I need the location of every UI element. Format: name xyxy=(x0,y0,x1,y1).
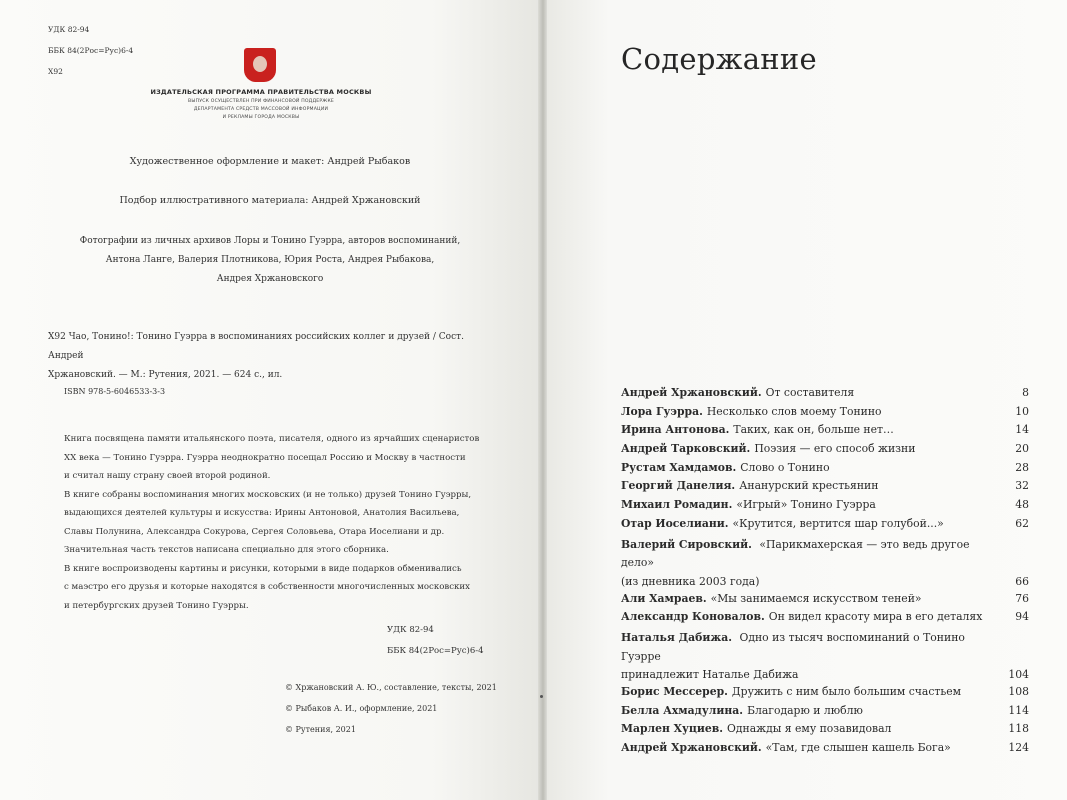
toc-author: Марлен Хуциев. xyxy=(621,722,724,736)
bibliographic-record: Х92 Чао, Тонино!: Тонино Гуэрра в воспоминаниях российских коллег и друзей / Сост. Андрей Хржановский. — М.: Рутения, 2021. — 624 с., ил. xyxy=(48,332,464,380)
toc-page: 10 xyxy=(1015,404,1029,418)
toc-author: Андрей Тарковский. xyxy=(621,442,751,456)
toc-title: Ананурский крестьянин xyxy=(739,479,879,493)
toc-entry[interactable] xyxy=(621,479,1031,498)
toc-author: Михаил Ромадин. xyxy=(621,498,733,512)
toc-title: «Парикмахерская — это ведь другое дело» xyxy=(621,537,970,570)
toc-title: «Там, где слышен кашель Бога» xyxy=(765,741,951,755)
toc-entry[interactable] xyxy=(621,592,1031,611)
toc-page: 124 xyxy=(1008,741,1029,755)
toc-title: От составителя xyxy=(765,386,855,399)
author-mark: Х92 xyxy=(48,67,63,76)
toc-entry[interactable] xyxy=(621,704,1031,723)
toc-page: 14 xyxy=(1015,423,1029,437)
moscow-emblem-icon xyxy=(244,48,276,82)
toc-author: Андрей Хржановский. xyxy=(621,386,762,399)
toc-author: Андрей Хржановский. xyxy=(621,741,762,755)
toc-entry[interactable] xyxy=(621,722,1031,741)
toc-title-continued: принадлежит Наталье Дабижа xyxy=(621,668,799,682)
toc-author: Али Хамраев. xyxy=(621,591,707,605)
udk-code: УДК 82-94 xyxy=(48,25,90,34)
annotation: Книга посвящена памяти итальянского поэта, писателя, одного из ярчайших сценаристов XX века — Тонино Гуэрра. Гуэрра неоднократно посещал Россию и Москву в частности и считал нашу страну своей второй родиной. В книге собраны воспоминания многих московских (и не только) друзей Тонино Гуэрры, выдающихся деятелей культуры и искусства: Ирины Антоновой, Анатолия Васильева, Славы Полунина, Александра Сокурова, Сергея Соловьева, Отара Иоселиани и др. Значительная часть текстов написана специально для этого сборника. В книге воспроизводены картины и рисунки, которыми в виде подарков обменивались с маэстро его друзья и которые находятся в собственности многочисленных московских и петербургских друзей Тонино Гуэрры. xyxy=(64,434,480,611)
toc-entry[interactable] xyxy=(621,629,1031,685)
toc-author: Белла Ахмадулина. xyxy=(621,703,744,717)
toc-title-continued: (из дневника 2003 года) xyxy=(621,574,760,588)
toc-page: 66 xyxy=(1015,574,1029,588)
toc-title: Он видел красоту мира в его деталях xyxy=(768,610,983,624)
toc-entry[interactable] xyxy=(621,498,1031,517)
page-title: Содержание xyxy=(621,42,818,76)
toc-title: Благодарю и люблю xyxy=(747,703,863,717)
toc-entry[interactable] xyxy=(621,386,1031,405)
toc-title: Однажды я ему позавидовал xyxy=(727,722,892,736)
toc-title: Дружить с ним было большим счастьем xyxy=(731,685,962,699)
toc-author: Ирина Антонова. xyxy=(621,423,730,437)
illustration-credit: Подбор иллюстративного материала: Андрей Хржановский xyxy=(119,195,421,206)
toc-title: Несколько слов моему Тонино xyxy=(706,404,882,418)
toc-entry[interactable] xyxy=(621,517,1031,536)
toc-entry[interactable] xyxy=(621,685,1031,704)
toc-author: Отар Иоселиани. xyxy=(621,516,729,530)
program-subtitle: ВЫПУСК ОСУЩЕСТВЛЕН ПРИ ФИНАНСОВОЙ ПОДДЕРЖКЕ ДЕПАРТАМЕНТА СРЕДСТВ МАССОВОЙ ИНФОРМАЦИИ И РЕКЛАМЫ ГОРОДА МОСКВЫ xyxy=(187,99,335,120)
classification-codes xyxy=(48,19,133,82)
table-of-contents xyxy=(621,386,1031,760)
toc-entry[interactable] xyxy=(621,610,1031,629)
speck xyxy=(540,695,543,698)
photo-credits: Фотографии из личных архивов Лоры и Тонино Гуэрра, авторов воспоминаний, Антона Ланге, Валерия Плотникова, Юрия Роста, Андрея Рыбакова, Андрея Хржановского xyxy=(79,236,461,284)
program-title: ИЗДАТЕЛЬСКАЯ ПРОГРАММА ПРАВИТЕЛЬСТВА МОСКВЫ xyxy=(150,88,372,96)
toc-entry[interactable] xyxy=(621,536,1031,592)
toc-page: 62 xyxy=(1015,516,1029,530)
design-credit: Художественное оформление и макет: Андрей Рыбаков xyxy=(129,156,411,167)
toc-page: 32 xyxy=(1015,479,1029,493)
toc-page: 8 xyxy=(1022,386,1029,399)
toc-entry[interactable] xyxy=(621,741,1031,760)
toc-page: 76 xyxy=(1015,591,1029,605)
toc-page: 48 xyxy=(1015,498,1029,512)
toc-author: Борис Мессерер. xyxy=(621,685,728,699)
toc-author: Александр Коновалов. xyxy=(621,610,765,624)
toc-title: Поэзия — его способ жизни xyxy=(754,442,916,456)
toc-page: 20 xyxy=(1015,442,1029,456)
toc-author: Рустам Хамдамов. xyxy=(621,460,737,474)
toc-page: 114 xyxy=(1008,703,1029,717)
toc-entry[interactable] xyxy=(621,405,1031,424)
toc-page: 94 xyxy=(1015,610,1029,624)
toc-author: Георгий Данелия. xyxy=(621,479,736,493)
toc-author: Лора Гуэрра. xyxy=(621,404,703,418)
bbk-code: ББК 84(2Рос=Рус)6-4 xyxy=(48,46,134,55)
classification-codes-bottom: УДК 82-94 ББК 84(2Рос=Рус)6-4 xyxy=(387,625,484,656)
toc-title: Слово о Тонино xyxy=(740,460,830,474)
toc-entry[interactable] xyxy=(621,461,1031,480)
toc-author: Валерий Сировский. xyxy=(621,537,752,551)
toc-page: 28 xyxy=(1015,460,1029,474)
toc-author: Наталья Дабижа. xyxy=(621,630,733,644)
toc-page: 108 xyxy=(1008,685,1029,699)
toc-entry[interactable] xyxy=(621,442,1031,461)
publishing-program xyxy=(150,88,372,122)
toc-title: Одно из тысяч воспоминаний о Тонино Гуэрре xyxy=(621,630,965,663)
toc-page: 118 xyxy=(1008,722,1029,736)
toc-title: Таких, как он, больше нет… xyxy=(733,423,894,437)
toc-page: 104 xyxy=(1008,668,1029,682)
toc-title: «Игрый» Тонино Гуэрра xyxy=(736,498,876,512)
toc-title: «Крутится, вертится шар голубой...» xyxy=(732,516,944,530)
isbn: ISBN 978-5-6046533-3-3 xyxy=(64,387,166,396)
copyright-notices: © Хржановский А. Ю., составление, тексты, 2021 © Рыбаков А. И., оформление, 2021 © Рутения, 2021 xyxy=(285,683,497,734)
toc-entry[interactable] xyxy=(621,423,1031,442)
toc-title: «Мы занимаемся искусством теней» xyxy=(710,591,922,605)
